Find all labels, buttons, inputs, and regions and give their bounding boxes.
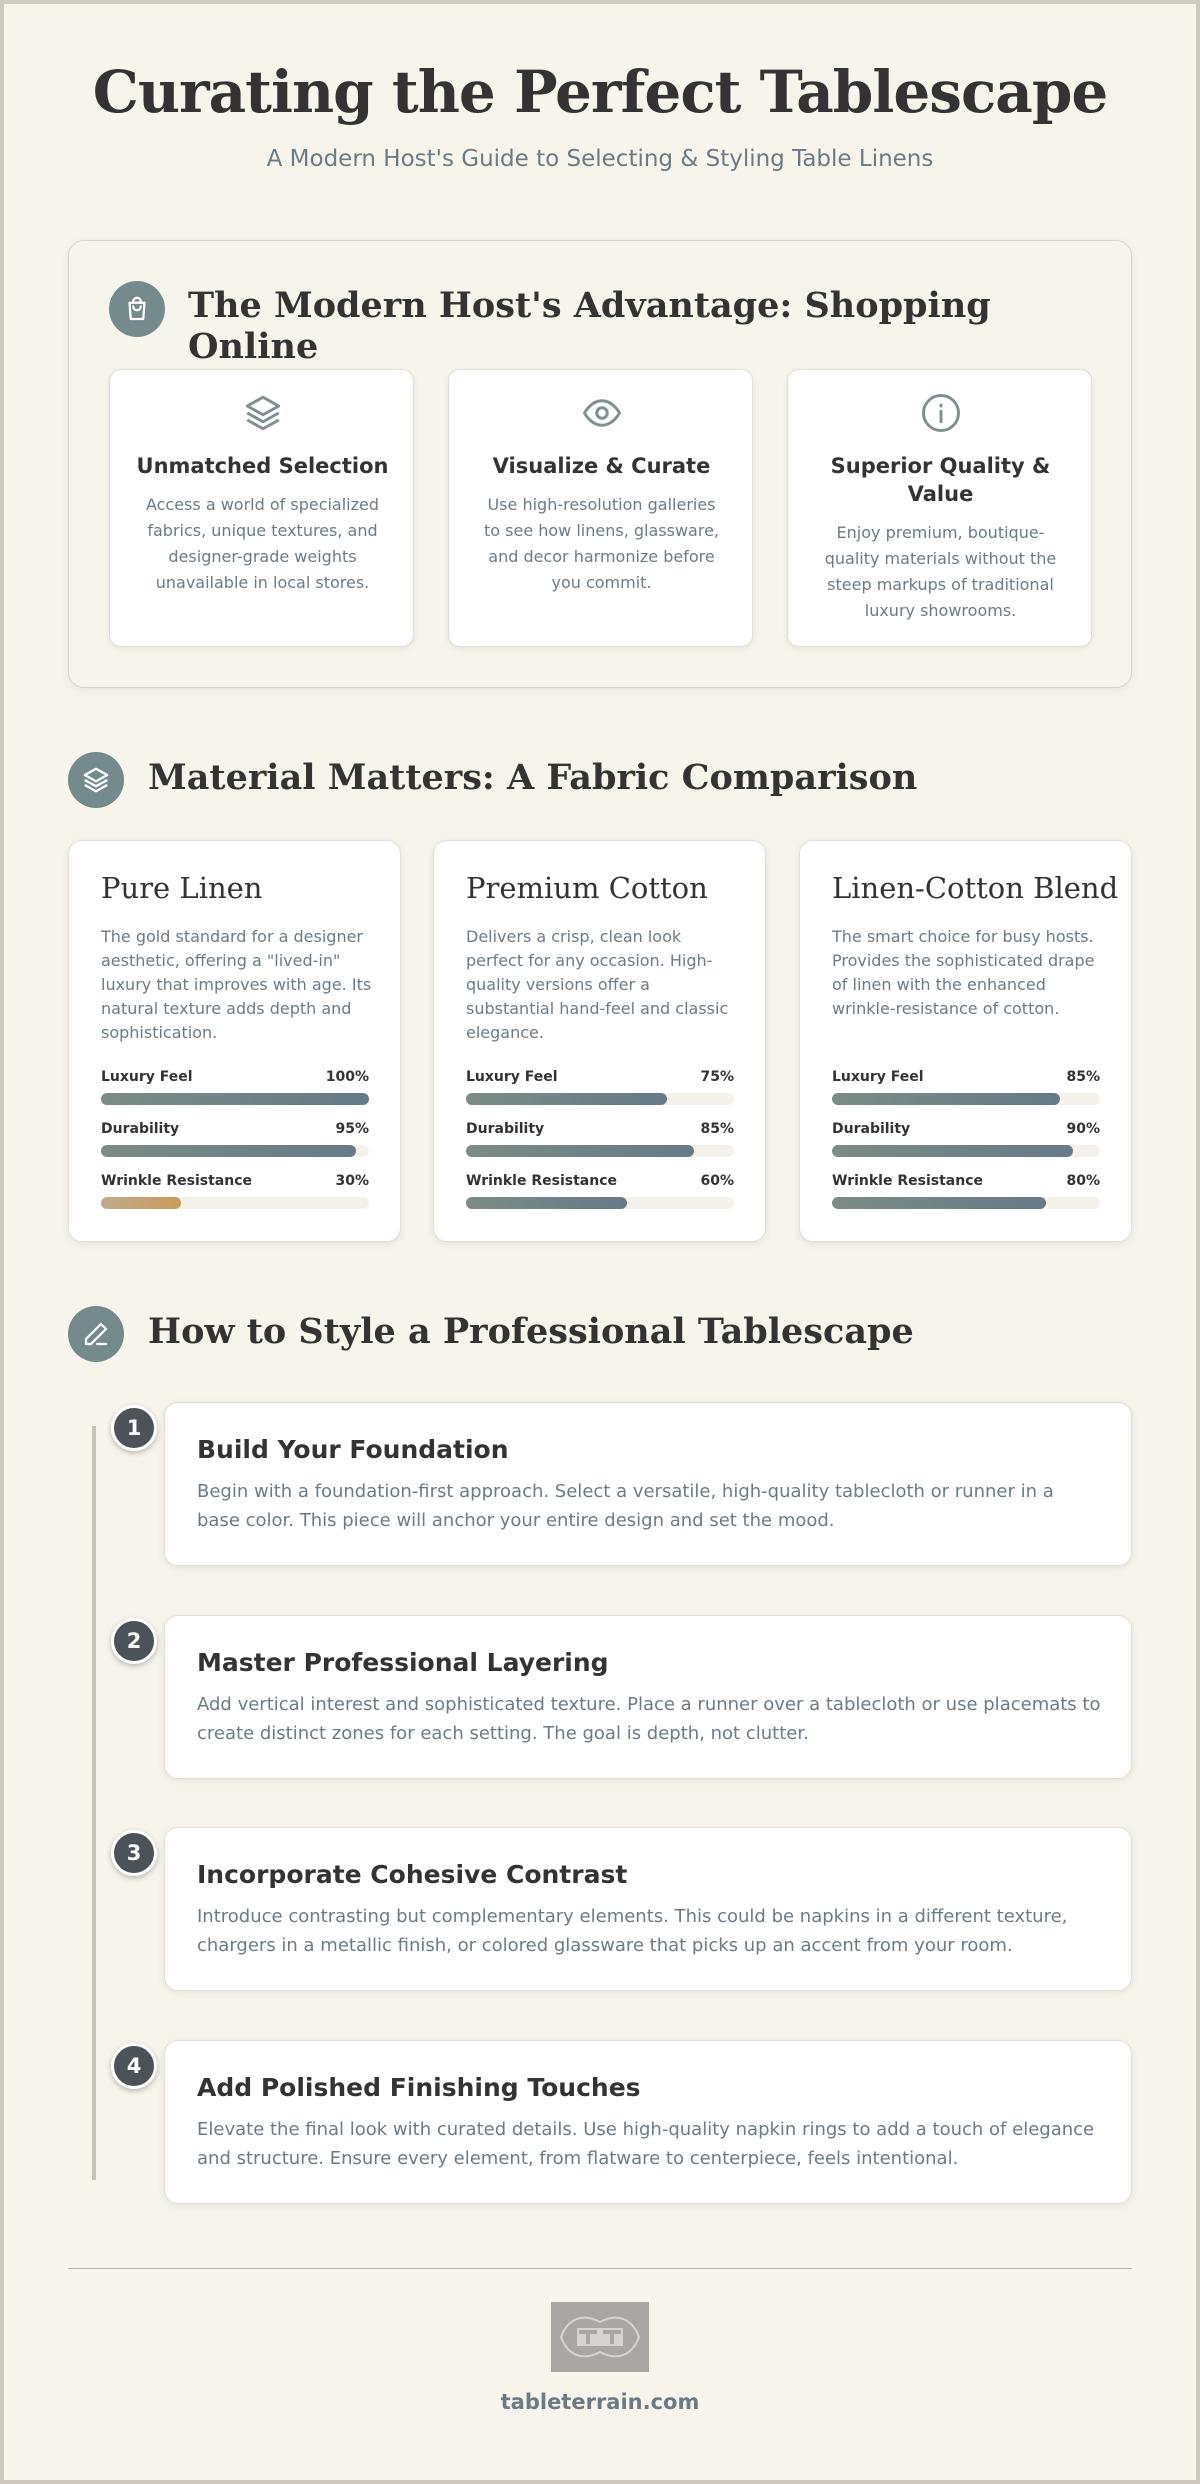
fabric-description: Delivers a crisp, clean look perfect for any occasion. High-quality versions offer a substantial hand-feel and classic elegance.	[466, 927, 729, 1042]
step-number-badge: 1	[111, 1405, 157, 1451]
page-subtitle: A Modern Host's Guide to Selecting & Styling Table Linens	[266, 146, 934, 172]
styling-heading: How to Style a Professional Tablescape	[148, 1311, 914, 1352]
step-title: Master Professional Layering	[197, 1648, 609, 1677]
fabric-description: The gold standard for a designer aesthetic, offering a "lived-in" luxury that improves with age. Its natural texture adds depth and sophistication.	[101, 927, 372, 1042]
advantage-card-title: Visualize & Curate	[492, 454, 711, 478]
metric-label: Wrinkle Resistance	[832, 1173, 983, 1189]
advantage-heading: The Modern Host's Advantage: Shopping Online	[188, 285, 991, 367]
metric-label: Luxury Feel	[101, 1069, 193, 1085]
step-number-badge: 3	[111, 1830, 157, 1876]
layers-icon	[242, 392, 284, 434]
advantage-card-selection	[109, 369, 414, 647]
step-number-badge: 4	[111, 2043, 157, 2089]
metric-bar	[101, 1145, 356, 1157]
metric-track	[101, 1145, 369, 1157]
metric-label: Durability	[101, 1121, 180, 1137]
metric-label: Wrinkle Resistance	[101, 1173, 252, 1189]
step-text: Begin with a foundation-first approach. Select a versatile, high-quality tablecloth or runner in a base color. This piece will anchor your entire design and set the mood.	[197, 1481, 1054, 1531]
metric-track	[101, 1197, 369, 1209]
metric-value: 80%	[1066, 1173, 1100, 1189]
metric-durability	[466, 1121, 734, 1157]
metric-value: 95%	[335, 1121, 369, 1137]
metric-bar	[466, 1145, 694, 1157]
advantage-card-visualize	[448, 369, 753, 647]
metric-bar	[101, 1093, 369, 1105]
metric-value: 85%	[1066, 1069, 1100, 1085]
pencil-icon	[68, 1306, 124, 1362]
metric-bar	[832, 1197, 1046, 1209]
fabric-name: Linen-Cotton Blend	[832, 871, 1119, 905]
eye-icon	[581, 392, 623, 434]
site-logo[interactable]	[551, 2302, 649, 2372]
metric-label: Durability	[466, 1121, 545, 1137]
metric-wrinkle-resistance	[832, 1173, 1100, 1209]
step-card-layering	[164, 1615, 1132, 1779]
metric-durability	[101, 1121, 369, 1157]
metric-label: Wrinkle Resistance	[466, 1173, 617, 1189]
step-title: Build Your Foundation	[197, 1435, 509, 1464]
fabric-name: Premium Cotton	[466, 871, 708, 905]
timeline-line	[92, 1426, 96, 2180]
metric-label: Durability	[832, 1121, 911, 1137]
metric-value: 75%	[700, 1069, 734, 1085]
shopping-bag-icon	[109, 281, 165, 337]
metric-value: 90%	[1066, 1121, 1100, 1137]
fabric-card-cotton	[433, 840, 766, 1242]
step-card-finishing	[164, 2040, 1132, 2204]
metric-track	[466, 1197, 734, 1209]
fabric-card-linen	[68, 840, 401, 1242]
advantage-card-title: Superior Quality & Value	[830, 454, 1051, 506]
step-card-foundation	[164, 1402, 1132, 1566]
metric-bar	[466, 1197, 627, 1209]
metric-track	[832, 1197, 1100, 1209]
advantage-card-text: Enjoy premium, boutique-quality materials without the steep markups of traditional luxury showrooms.	[824, 523, 1057, 620]
metric-luxury-feel	[832, 1069, 1100, 1105]
step-text: Elevate the final look with curated details. Use high-quality napkin rings to add a touch of elegance and structure. Ensure every element, from flatware to centerpiece, feels intentional.	[197, 2119, 1095, 2169]
advantage-card-title: Unmatched Selection	[136, 454, 389, 478]
logo-emblem-icon	[555, 2306, 645, 2368]
metric-bar	[101, 1197, 181, 1209]
footer-site-link[interactable]: tableterrain.com	[500, 2390, 700, 2414]
metric-value: 100%	[325, 1069, 369, 1085]
metric-bar	[466, 1093, 667, 1105]
metric-wrinkle-resistance	[101, 1173, 369, 1209]
step-text: Add vertical interest and sophisticated texture. Place a runner over a tablecloth or use placemats to create distinct zones for each setting. The goal is depth, not clutter.	[197, 1694, 1101, 1744]
footer-divider	[68, 2268, 1132, 2269]
fabric-description: The smart choice for busy hosts. Provides the sophisticated drape of linen with the enhanced wrinkle-resistance of cotton.	[832, 927, 1095, 1018]
info-icon	[920, 392, 962, 434]
metric-value: 30%	[335, 1173, 369, 1189]
step-number-badge: 2	[111, 1618, 157, 1664]
step-card-contrast	[164, 1827, 1132, 1991]
metric-track	[466, 1093, 734, 1105]
metric-track	[832, 1093, 1100, 1105]
advantage-card-text: Use high-resolution galleries to see how linens, glassware, and decor harmonize before you commit.	[483, 495, 719, 592]
advantage-section	[68, 240, 1132, 688]
fabric-card-blend	[799, 840, 1132, 1242]
step-title: Add Polished Finishing Touches	[197, 2073, 641, 2102]
metric-wrinkle-resistance	[466, 1173, 734, 1209]
metric-bar	[832, 1145, 1073, 1157]
metric-value: 85%	[700, 1121, 734, 1137]
metric-value: 60%	[700, 1173, 734, 1189]
metric-track	[101, 1093, 369, 1105]
advantage-card-quality	[787, 369, 1092, 647]
advantage-card-text: Access a world of specialized fabrics, unique textures, and designer-grade weights unavailable in local stores.	[145, 495, 380, 592]
fabric-name: Pure Linen	[101, 871, 263, 905]
layers-icon	[68, 752, 124, 808]
step-title: Incorporate Cohesive Contrast	[197, 1860, 628, 1889]
metric-durability	[832, 1121, 1100, 1157]
metric-luxury-feel	[466, 1069, 734, 1105]
metric-label: Luxury Feel	[466, 1069, 558, 1085]
step-text: Introduce contrasting but complementary elements. This could be napkins in a different texture, chargers in a metallic finish, or colored glassware that picks up an accent from your room.	[197, 1906, 1068, 1956]
page-title: Curating the Perfect Tablescape	[92, 58, 1108, 126]
metric-track	[466, 1145, 734, 1157]
materials-heading: Material Matters: A Fabric Comparison	[148, 757, 918, 798]
metric-bar	[832, 1093, 1060, 1105]
metric-luxury-feel	[101, 1069, 369, 1105]
metric-track	[832, 1145, 1100, 1157]
metric-label: Luxury Feel	[832, 1069, 924, 1085]
